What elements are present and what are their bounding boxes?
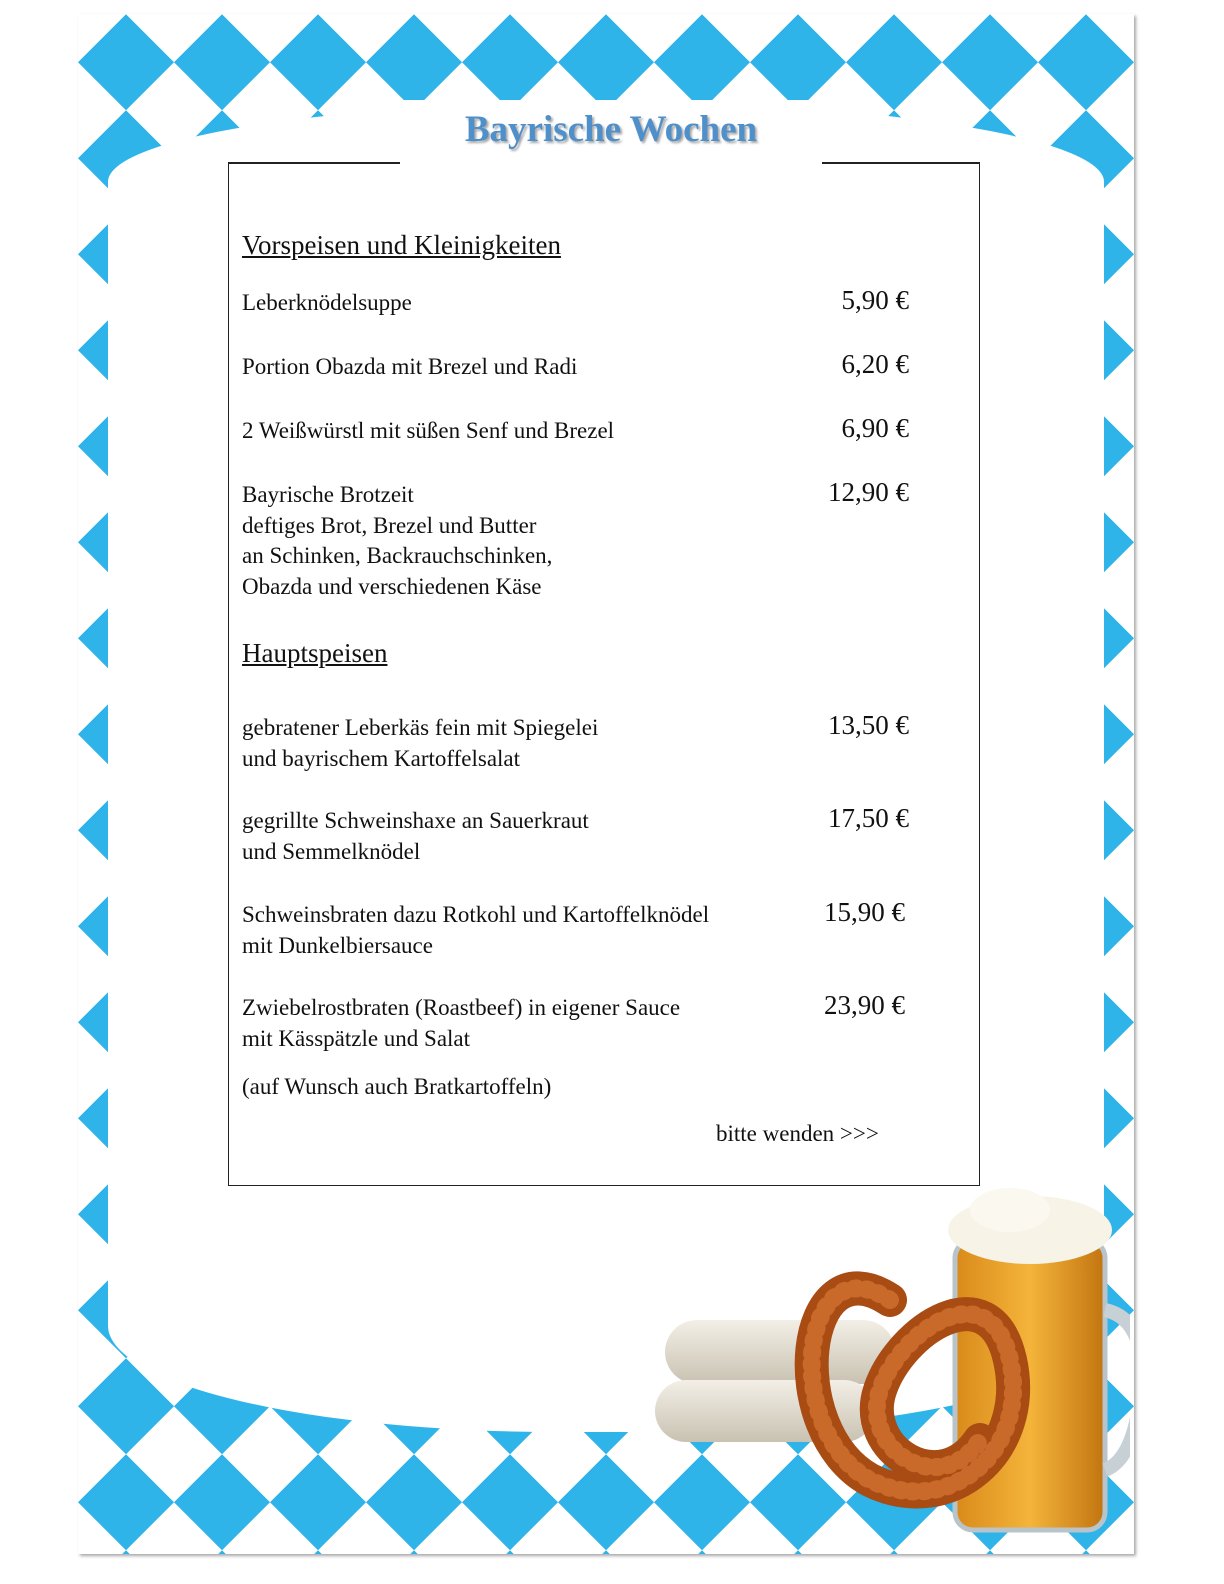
item-price: 5,90 € (841, 285, 909, 315)
menu-item (242, 806, 589, 867)
item-price: 12,90 € (828, 477, 909, 507)
item-line: gegrillte Schweinshaxe an Sauerkraut (242, 808, 589, 833)
item-line: gebratener Leberkäs fein mit Spiegelei (242, 715, 599, 740)
item-line: deftiges Brot, Brezel und Butter (242, 512, 537, 538)
item-line: und bayrischem Kartoffelsalat (242, 745, 521, 771)
page-title: Bayrische Wochen (464, 109, 758, 150)
item-line: 2 Weißwürstl mit süßen Senf und Brezel (242, 418, 615, 443)
section-heading-starters: Vorspeisen und Kleinigkeiten (242, 230, 561, 260)
item-line: Zwiebelrostbraten (Roastbeef) in eigener Sauce (242, 995, 681, 1020)
item-price: 6,90 € (841, 413, 909, 443)
item-price: 6,20 € (841, 349, 909, 379)
side-dish-note: (auf Wunsch auch Bratkartoffeln) (242, 1074, 552, 1099)
menu-item (242, 713, 598, 774)
menu-item (242, 416, 614, 447)
menu-item (242, 900, 709, 961)
item-price: 17,50 € (828, 803, 909, 833)
item-price: 15,90 € (824, 897, 905, 927)
menu-item (242, 993, 680, 1054)
menu-item (242, 480, 552, 602)
item-line: Portion Obazda mit Brezel und Radi (242, 354, 578, 379)
weisswurst-icon (655, 1320, 895, 1442)
menu-item (242, 288, 412, 319)
frame-top-left-line (228, 162, 400, 164)
food-illustration (650, 1180, 1130, 1550)
item-line: Schweinsbraten dazu Rotkohl und Kartoffelknödel (242, 902, 710, 927)
item-price: 23,90 € (824, 990, 905, 1020)
item-line: und Semmelknödel (242, 838, 421, 864)
menu-item (242, 352, 577, 383)
frame-top-right-line (822, 162, 980, 164)
turn-page-note: bitte wenden >>> (716, 1121, 879, 1146)
item-line: Bayrische Brotzeit (242, 482, 414, 507)
item-line: Obazda und verschiedenen Käse (242, 573, 542, 599)
item-price: 13,50 € (828, 710, 909, 740)
section-heading-mains: Hauptspeisen (242, 638, 388, 668)
item-line: mit Dunkelbiersauce (242, 932, 433, 958)
item-line: Leberknödelsuppe (242, 290, 412, 315)
item-line: mit Kässpätzle und Salat (242, 1025, 471, 1051)
item-line: an Schinken, Backrauchschinken, (242, 543, 553, 568)
